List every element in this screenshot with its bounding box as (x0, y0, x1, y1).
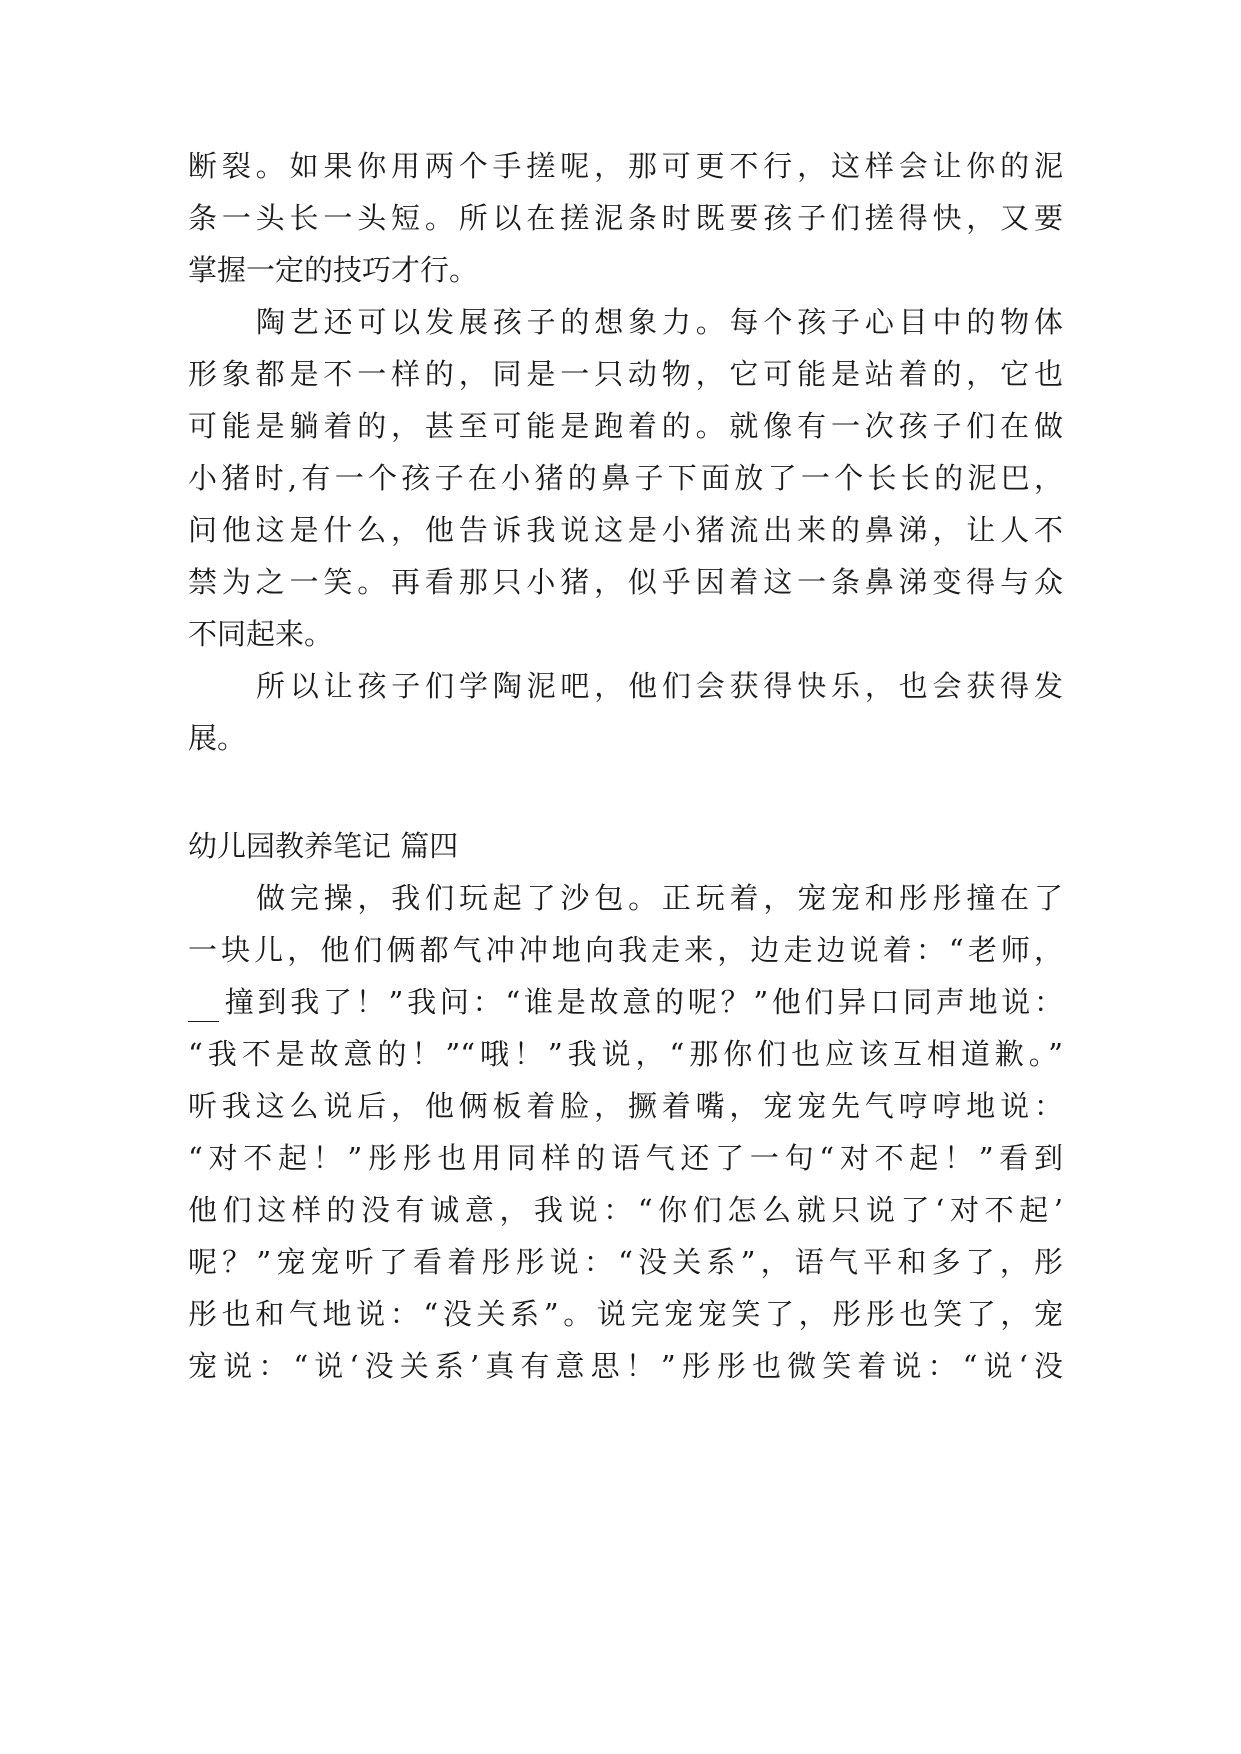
text-line: 不同起来。 (188, 617, 334, 651)
text-line: “对不起！”彤彤也用同样的语气还了一句“对不起！”看到 (188, 1141, 1063, 1175)
text-line: 陶艺还可以发展孩子的想象力。每个孩子心目中的物体 (256, 305, 1063, 339)
text-line: 听我这么说后，他俩板着脸，撅着嘴，宠宠先气哼哼地说： (188, 1089, 1063, 1123)
text-line-content: 撞到我了！”我问：“谁是故意的呢？”他们异口同声地说： (221, 985, 1063, 1019)
text-line: “我不是故意的！”“哦！”我说，“那你们也应该互相道歉。” (188, 1037, 1063, 1071)
text-line: 彤也和气地说：“没关系”。说完宠宠笑了，彤彤也笑了，宠 (188, 1297, 1063, 1331)
text-line: 展。 (188, 721, 247, 755)
text-line: 掌握一定的技巧才行。 (188, 253, 479, 287)
text-line: 所以让孩子们学陶泥吧，他们会获得快乐，也会获得发 (256, 669, 1063, 703)
blank-underline (188, 989, 219, 1022)
text-line (188, 982, 1063, 1022)
text-line: 做完操，我们玩起了沙包。正玩着，宠宠和彤彤撞在了 (256, 881, 1063, 915)
text-line: 禁为之一笑。再看那只小猪，似乎因着这一条鼻涕变得与众 (188, 565, 1063, 599)
text-line: 一块儿，他们俩都气冲冲地向我走来，边走边说着：“老师， (188, 933, 1063, 967)
text-line: 问他这是什么，他告诉我说这是小猪流出来的鼻涕，让人不 (188, 513, 1063, 547)
section-title: 幼儿园教养笔记 篇四 (188, 829, 459, 863)
text-line: 可能是躺着的，甚至可能是跑着的。就像有一次孩子们在做 (188, 409, 1063, 443)
text-line: 他们这样的没有诚意，我说：“你们怎么就只说了‘对不起’ (188, 1193, 1063, 1227)
text-line: 小猪时,有一个孩子在小猪的鼻子下面放了一个长长的泥巴， (188, 461, 1063, 495)
text-line: 呢？”宠宠听了看着彤彤说：“没关系”，语气平和多了，彤 (188, 1245, 1063, 1279)
text-line: 条一头长一头短。所以在搓泥条时既要孩子们搓得快，又要 (188, 201, 1063, 235)
text-line: 形象都是不一样的，同是一只动物，它可能是站着的，它也 (188, 357, 1063, 391)
text-line: 断裂。如果你用两个手搓呢，那可更不行，这样会让你的泥 (188, 149, 1063, 183)
text-line: 宠说：“说‘没关系’真有意思！”彤彤也微笑着说：“说‘没 (188, 1349, 1063, 1383)
